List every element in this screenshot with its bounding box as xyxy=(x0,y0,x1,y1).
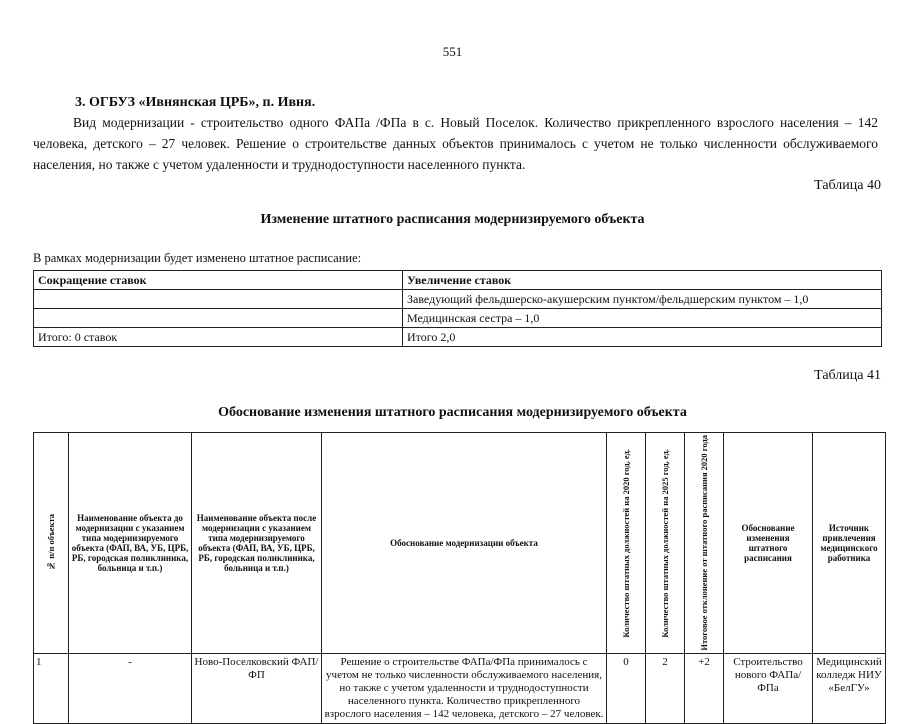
col-header-num: № п/п объекта xyxy=(34,433,69,654)
table-40-caption: Таблица 40 xyxy=(814,178,881,193)
col-header-source: Источник привлечения медицинского работника xyxy=(813,433,886,654)
body-paragraph: Вид модернизации - строительство одного ФАПа /ФПа в с. Новый Поселок. Количество прикрепленного взрослого населения – 142 человека, детского – 27 человек. Решение о строительстве данных объектов принималось с учетом не только численности обслуживаемого населения, но также с учетом удаленности и труднодоступности населенного пункта. xyxy=(33,115,878,172)
increase-cell: Заведующий фельдшерско-акушерским пунктом/фельдшерским пунктом – 1,0 xyxy=(403,290,882,309)
col-header-after: Наименование объекта после модернизации с указанием типа модернизируемого объекта (ФАП, ВА, УБ, ЦРБ, РБ, городская поликлиника, больница и т.п.) xyxy=(192,433,322,654)
section-heading: 3. ОГБУЗ «Ивнянская ЦРБ», п. Ивня. xyxy=(75,95,316,110)
cell-count-2025: 2 xyxy=(646,653,685,723)
col-header-staff-reason: Обоснование изменения штатного расписания xyxy=(724,433,813,654)
table-41-caption: Таблица 41 xyxy=(814,368,881,383)
table-header-row xyxy=(34,433,886,654)
reduction-cell xyxy=(34,309,403,328)
col-header-count-2020: Количество штатных должностей на 2020 год, ед. xyxy=(607,433,646,654)
table-row xyxy=(34,309,882,328)
cell-after: Ново-Поселковский ФАП/ФП xyxy=(192,653,322,723)
col-header-count-2025: Количество штатных должностей на 2025 год, ед. xyxy=(646,433,685,654)
reduction-header: Сокращение ставок xyxy=(34,271,403,290)
table-row xyxy=(34,290,882,309)
increase-cell: Медицинская сестра – 1,0 xyxy=(403,309,882,328)
table-row xyxy=(34,328,882,347)
reduction-cell xyxy=(34,290,403,309)
table-row xyxy=(34,653,886,723)
table-row xyxy=(34,271,882,290)
col-header-before: Наименование объекта до модернизации с указанием типа модернизируемого объекта (ФАП, ВА, УБ, ЦРБ, РБ, городская поликлиника, больница и т.п.) xyxy=(69,433,192,654)
reduction-total: Итого: 0 ставок xyxy=(34,328,403,347)
cell-count-2020: 0 xyxy=(607,653,646,723)
increase-total: Итого 2,0 xyxy=(403,328,882,347)
cell-reason: Решение о строительстве ФАПа/ФПа принималось с учетом не только численности обслуживаемого населения, но также с учетом удаленности и труднодоступности населенного пункта. Количество прикрепленного взрослого населения – 142 человека, детского – 27 человек. xyxy=(322,653,607,723)
page-number: 551 xyxy=(442,44,463,59)
increase-header: Увеличение ставок xyxy=(403,271,882,290)
staff-change-table xyxy=(33,270,882,347)
table-40-title: Изменение штатного расписания модернизируемого объекта xyxy=(260,212,645,227)
table-41-title: Обоснование изменения штатного расписания модернизируемого объекта xyxy=(218,405,687,420)
cell-staff-reason: Строительство нового ФАПа/ФПа xyxy=(724,653,813,723)
cell-before: - xyxy=(69,653,192,723)
table-40-intro: В рамках модернизации будет изменено штатное расписание: xyxy=(33,251,362,265)
col-header-reason: Обоснование модернизации объекта xyxy=(322,433,607,654)
cell-num: 1 xyxy=(34,653,69,723)
col-header-deviation: Итоговое отклонение от штатного расписания 2020 года xyxy=(685,433,724,654)
cell-source: Медицинский колледж НИУ «БелГУ» xyxy=(813,653,886,723)
cell-deviation: +2 xyxy=(685,653,724,723)
justification-table xyxy=(33,432,886,724)
